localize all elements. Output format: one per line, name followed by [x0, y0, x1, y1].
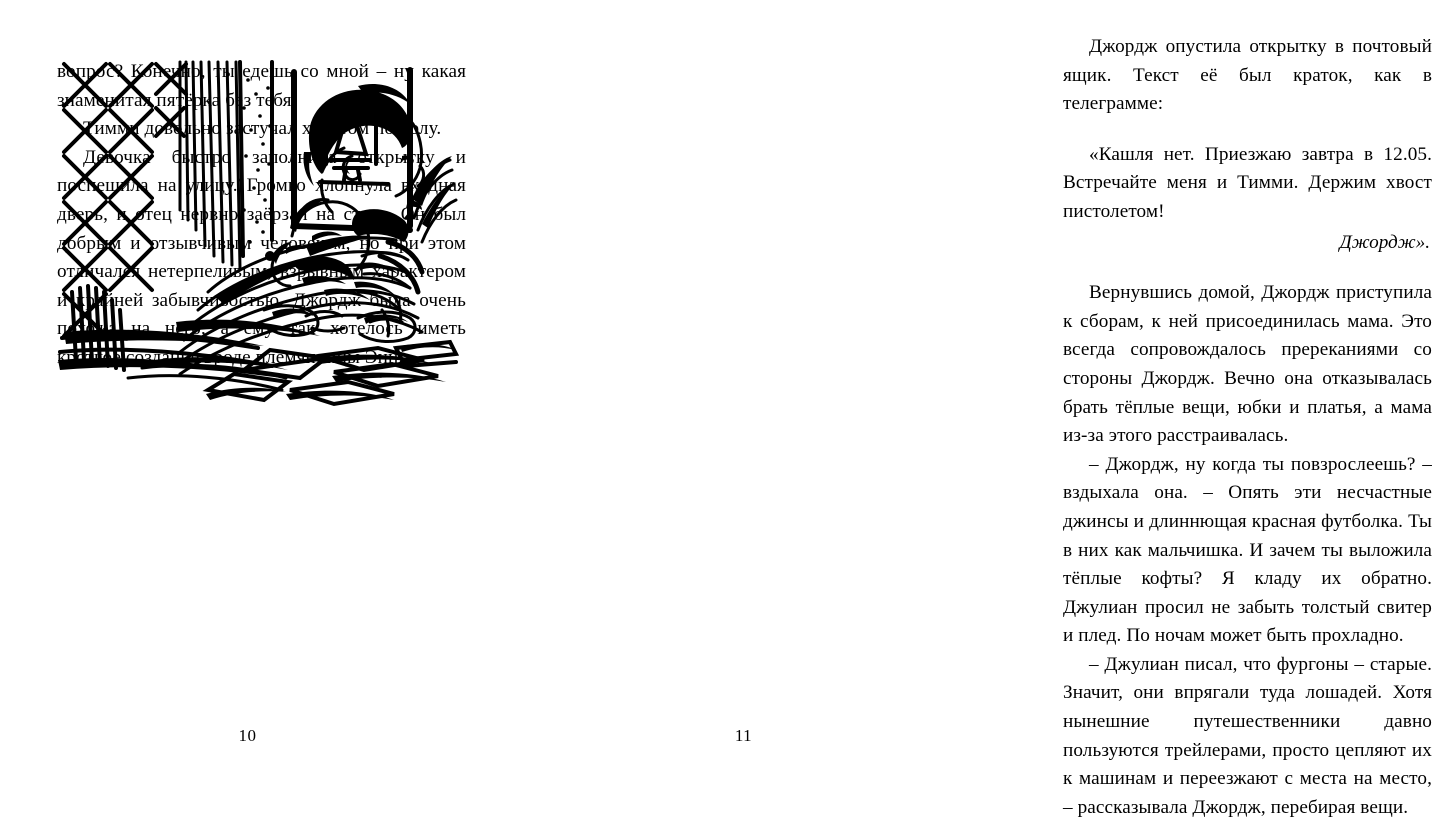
paragraph: – Джулиан писал, что фургоны – старые. Значит, они впрягали туда лошадей. Хотя нынешние путешественники давно пользуются трейлерами, просто цепляют их к машинам и переезжают с места на место, – рассказывала Джордж, перебирая вещи.: [1063, 653, 1432, 818]
paragraph: вопрос? Конечно, ты едешь со мной – ну какая знаменитая пятёрка без тебя!: [57, 61, 466, 111]
quote-body: «Кашля нет. Приезжаю завтра в 12.05. Встречайте меня и Тимми. Держим хвост пистолетом!: [1063, 143, 1432, 222]
paragraph: Вернувшись домой, Джордж приступила к сборам, к ней присоединилась мама. Это всегда сопровождалось пререканиями со стороны Джордж. Вечно она отказывалась брать тёплые вещи, юбки и платья, а мама из-за этого расстраивалась.: [1063, 282, 1432, 447]
page-number-right: 11: [734, 726, 753, 745]
page-number-left: 10: [238, 726, 257, 745]
left-page-text-column: [57, 58, 466, 373]
paragraph: Джордж опустила открытку в почтовый ящик. Текст её был краток, как в телеграмме:: [1063, 36, 1432, 115]
paragraph: Тимми довольно застучал хвостом по полу.: [83, 118, 442, 140]
paragraph: Девочка быстро заполнила открытку и поспешила на улицу. Громко хлопнула входная дверь, и отец нервно заёрзал на стуле. Он был добрым и отзывчивым человеком, но при этом отличался нетерпеливым, взрывным характером и крайней забывчивостью. Джордж была очень похожа на него, а ему так хотелось иметь кроткое создание вроде племянницы Энн.: [57, 146, 466, 368]
right-page-text-column: [1063, 33, 1432, 822]
left-page: [0, 0, 495, 791]
right-page: [496, 0, 1432, 818]
paragraph: – Джордж, ну когда ты повзрослеешь? – вздыхала она. – Опять эти несчастные джинсы и длиннющая красная футболка. Ты в них как мальчишка. И зачем ты выложила тёплые кофты? Я кладу их обратно. Джулиан просил не забыть толстый свитер и плед. По ночам может быть прохладно.: [1063, 453, 1432, 647]
quote-signature: Джордж».: [1339, 231, 1430, 253]
telegram-quote: [1063, 141, 1432, 257]
spacer: [1063, 257, 1432, 279]
